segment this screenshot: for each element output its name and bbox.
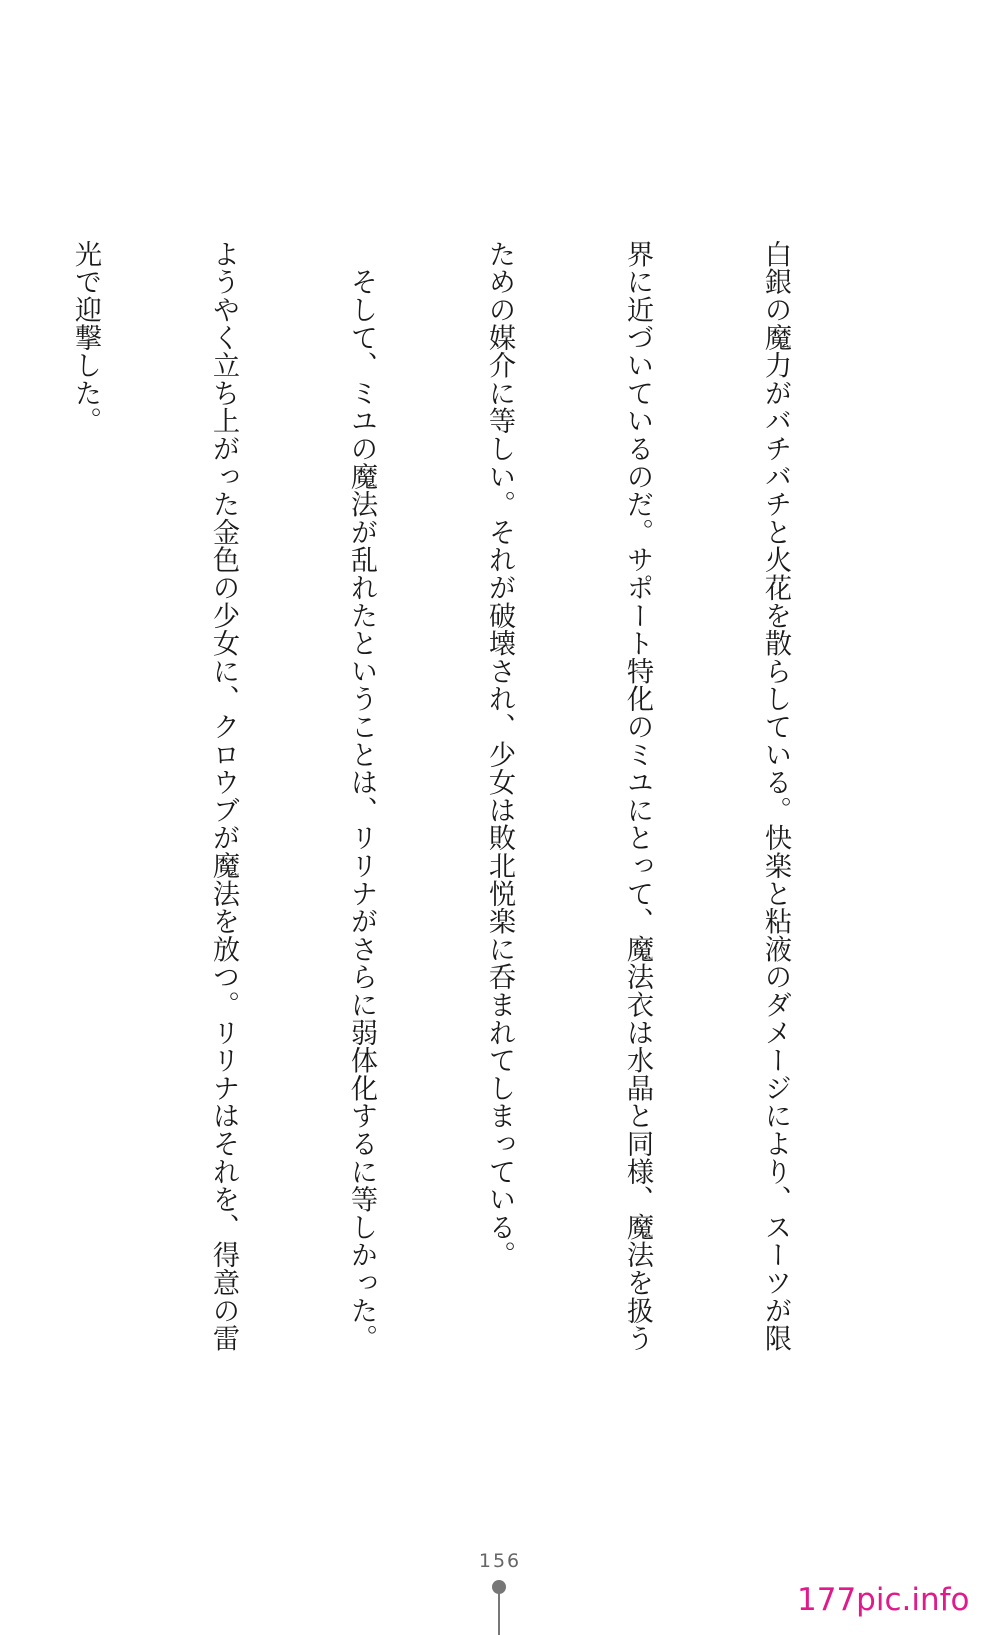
text-column: ための媒介に等しい。それが破壊され、少女は敗北悦楽に呑まれてしまっている。	[484, 240, 515, 1269]
watermark: 177pic.info	[797, 1582, 970, 1618]
text-column: 光で迎撃した。	[70, 240, 101, 435]
page-number: 156	[478, 1550, 522, 1572]
text-column: そして、ミユの魔法が乱れたということは、リリナがさらに弱体化するに等しかった。	[346, 240, 377, 1352]
page-marker-stem	[498, 1592, 500, 1635]
text-column: ようやく立ち上がった金色の少女に、クロウブが魔法を放つ。リリナはそれを、得意の雷	[208, 240, 239, 1352]
text-column: 白銀の魔力がバチバチと火花を散らしている。快楽と粘液のダメージにより、スーツが限	[760, 240, 791, 1352]
body-text	[70, 240, 890, 1352]
text-column: 界に近づいているのだ。サポート特化のミユにとって、魔法衣は水晶と同様、魔法を扱う	[622, 240, 653, 1352]
